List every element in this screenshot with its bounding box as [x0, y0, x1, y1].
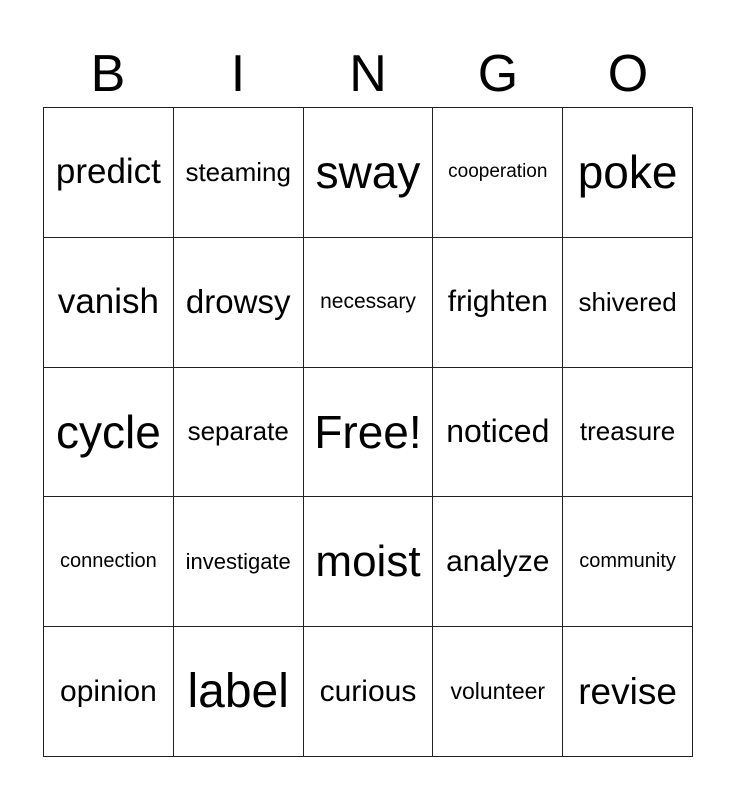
- bingo-cell[interactable]: [44, 108, 174, 238]
- cell-word: drowsy: [185, 283, 291, 321]
- header-letter-o: O: [607, 45, 649, 103]
- cell-word: volunteer: [450, 678, 546, 705]
- bingo-cell[interactable]: [563, 368, 693, 498]
- header-letter-i: I: [230, 45, 246, 103]
- cell-word: shivered: [578, 286, 677, 317]
- cell-word: necessary: [320, 290, 416, 314]
- cell-word: steaming: [185, 156, 291, 187]
- bingo-cell[interactable]: [433, 627, 563, 757]
- cell-word: sway: [315, 146, 421, 199]
- bingo-cell[interactable]: [44, 368, 174, 498]
- bingo-cell[interactable]: [174, 497, 304, 627]
- cell-word: treasure: [579, 416, 676, 447]
- cell-word: revise: [578, 670, 677, 712]
- bingo-cell[interactable]: [174, 627, 304, 757]
- cell-word: frighten: [447, 285, 548, 319]
- bingo-cell[interactable]: [44, 238, 174, 368]
- cell-word: Free!: [314, 405, 422, 458]
- bingo-cell[interactable]: [433, 108, 563, 238]
- bingo-cell[interactable]: [304, 108, 434, 238]
- bingo-cell[interactable]: [174, 238, 304, 368]
- cell-word: opinion: [60, 674, 157, 708]
- bingo-cell[interactable]: [174, 368, 304, 498]
- bingo-cell[interactable]: [563, 497, 693, 627]
- cell-word: poke: [577, 146, 678, 199]
- bingo-cell[interactable]: [304, 238, 434, 368]
- cell-word: moist: [315, 536, 421, 586]
- cell-word: curious: [319, 674, 417, 708]
- cell-word: cooperation: [448, 161, 548, 183]
- bingo-cell[interactable]: [563, 627, 693, 757]
- header-letter-g: G: [477, 45, 519, 103]
- cell-word: separate: [187, 416, 289, 447]
- cell-word: cycle: [55, 405, 161, 458]
- bingo-cell[interactable]: [433, 368, 563, 498]
- cell-word: community: [579, 550, 676, 573]
- header-letter-b: B: [90, 45, 126, 103]
- header-letter-n: N: [349, 45, 387, 103]
- cell-word: analyze: [446, 544, 550, 578]
- free-space[interactable]: [304, 368, 434, 498]
- bingo-cell[interactable]: [44, 497, 174, 627]
- bingo-cell[interactable]: [174, 108, 304, 238]
- bingo-cell[interactable]: [433, 238, 563, 368]
- bingo-cell[interactable]: [563, 238, 693, 368]
- bingo-cell[interactable]: [433, 497, 563, 627]
- cell-word: investigate: [185, 548, 291, 574]
- bingo-cell[interactable]: [304, 627, 434, 757]
- bingo-board: [43, 107, 693, 757]
- cell-word: predict: [55, 152, 161, 192]
- bingo-cell[interactable]: [304, 497, 434, 627]
- cell-word: noticed: [446, 413, 550, 450]
- bingo-header: [43, 40, 693, 108]
- cell-word: vanish: [57, 282, 159, 322]
- cell-word: label: [187, 665, 289, 719]
- bingo-cell[interactable]: [44, 627, 174, 757]
- cell-word: connection: [60, 550, 157, 573]
- bingo-cell[interactable]: [563, 108, 693, 238]
